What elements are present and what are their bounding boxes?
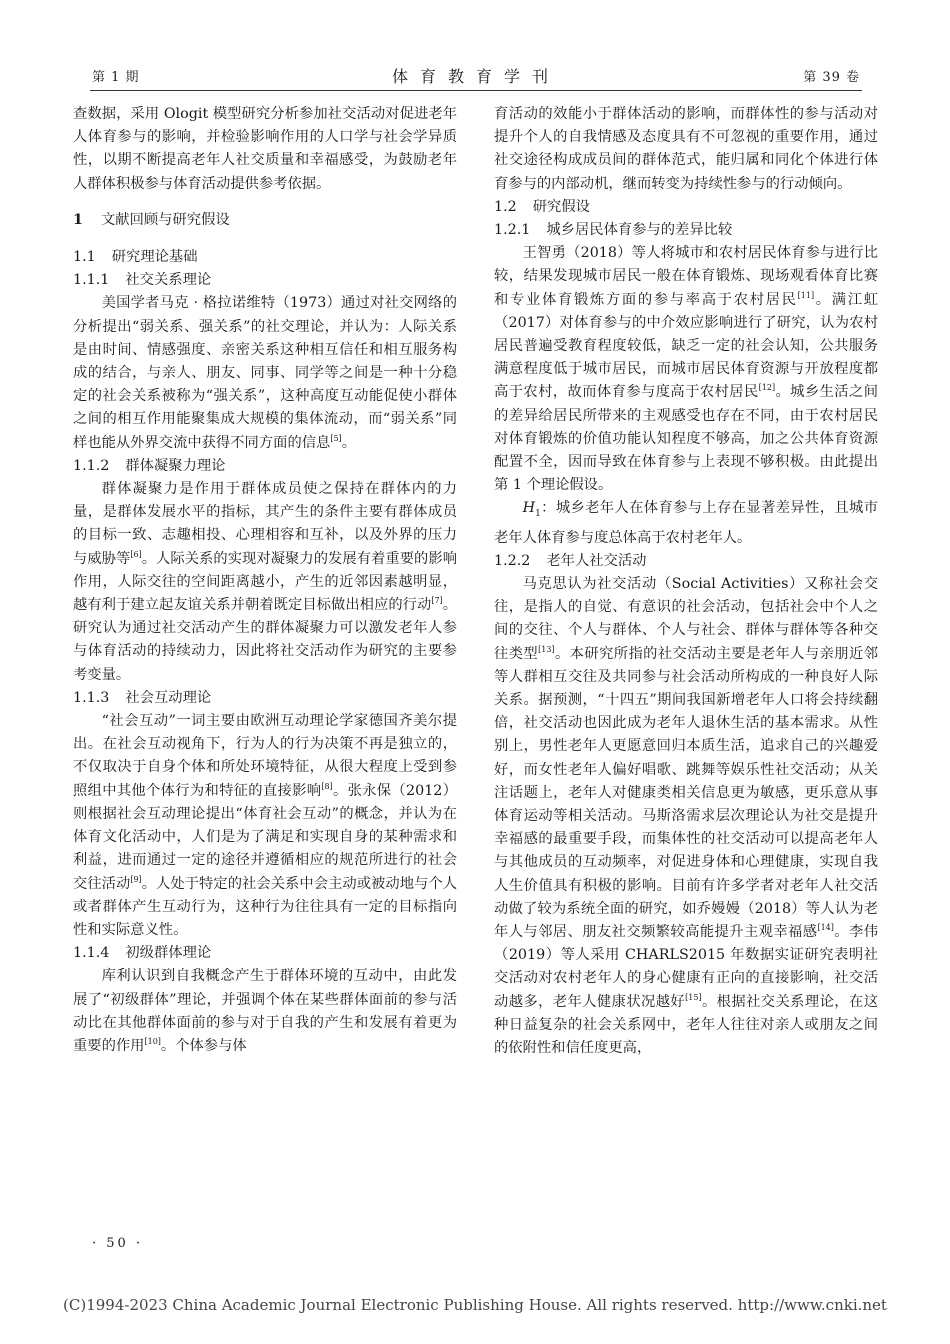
section-1-1-4-number: 1.1.4 (73, 945, 110, 962)
running-header (90, 64, 862, 91)
intro-paragraph: 查数据，采用 Ologit 模型研究分析参加社交活动对促进老年人体育参与的影响，并检验影响作用的人口学与社会学异质性，以期不断提高老年人社交质量和幸福感受，为鼓励老年人群体积极参与体育活动提供参考依据。 (73, 106, 457, 192)
citation: [12] (758, 383, 776, 393)
hypothesis-label: H (522, 500, 536, 517)
citation: [8] (321, 781, 333, 791)
section-1-1-1-title: 社交关系理论 (125, 272, 212, 289)
section-1-title: 文献回顾与研究假设 (101, 211, 230, 228)
section-1-2-1-heading (494, 219, 878, 242)
section-1-1-2-heading (73, 455, 457, 478)
citation: [7] (431, 596, 443, 606)
paragraph-primary-group: 库利认识到自我概念产生于群体环境的互动中，由此发展了“初级群体”理论，并强调个体在某些群体面前的参与活动比在其他群体面前的参与对于自我的产生和发展有着更为重要的作用[10]。个体参与体 (73, 968, 457, 1054)
section-1-2-1-number: 1.2.1 (494, 222, 531, 239)
section-1-2-2-title: 老年人社交活动 (546, 552, 647, 569)
section-1-1-3-number: 1.1.3 (73, 689, 110, 706)
citation: [5] (330, 433, 342, 443)
hypothesis-1: $H_1$：城乡老年人在体育参与上存在显著差异性，且城市老年人体育参与度总体高于农村老年人。 (494, 500, 878, 546)
section-1-1-2-number: 1.1.2 (73, 457, 110, 474)
paragraph-social-interaction: “社会互动”一词主要由欧洲互动理论学家德国齐美尔提出。在社会互动视角下，行为人的行为决策不再是独立的，不仅取决于自身个体和所处环境特征，从很大程度上受到参照组中其他个体行为和特征的直接影响[8]。张永保（2012）则根据社会互动理论提出“体育社会互动”的概念，并认为在体育文化活动中，人们是为了满足和实现自身的某种需求和利益，进而通过一定的途径并遵循相应的规范所进行的社会交往活动[9]。人处于特定的社会关系中会主动或被动地与个人或者群体产生互动行为，这种行为往往具有一定的目标指向性和实际意义性。 (73, 713, 458, 938)
citation: [13] (538, 644, 555, 654)
section-1-1-number: 1.1 (73, 249, 96, 266)
section-1-1-3-heading (73, 687, 457, 710)
paragraph-urban-rural: 王智勇（2018）等人将城市和农村居民体育参与进行比较，结果发现城市居民一般在体育锻炼、现场观看体育比赛和专业体育锻炼方面的参与率高于农村居民[11]。满江虹（2017）对体育参与的中介效应影响进行了研究，认为农村居民普遍受教育程度较低，缺乏一定的社会认知，公共服务满意程度低于城市居民，而城市居民体育资源与开放程度都高于农村，故而体育参与度高于农村居民[12]。城乡生活之间的差异给居民所带来的主观感受也存在不同，由于农村居民对体育锻炼的价值功能认知程度不够高，加之公共体育资源配置不全，因而导致在体育参与上表现不够积极。由此提出第 1 个理论假设。 (494, 245, 879, 494)
section-1-heading (73, 209, 457, 232)
citation: [6] (130, 549, 142, 559)
continued-paragraph: 育活动的效能小于群体活动的影响，而群体性的参与活动对提升个人的自我情感及态度具有不可忽视的重要作用，通过社交途径构成成员间的群体范式，能归属和同化个体进行体育参与的内部动机，继而转变为持续性参与的行动倾向。 (494, 106, 878, 192)
hypothesis-subscript: 1 (535, 509, 541, 520)
section-1-1-heading (73, 246, 457, 269)
section-1-2-heading (494, 196, 878, 219)
citation: [10] (144, 1037, 161, 1047)
citation: [14] (817, 923, 834, 933)
section-1-1-3-title: 社会互动理论 (125, 689, 212, 706)
section-1-1-title: 研究理论基础 (111, 249, 198, 266)
left-column (73, 103, 457, 1058)
section-1-1-4-title: 初级群体理论 (125, 945, 212, 962)
section-1-1-1-heading (73, 269, 457, 292)
copyright-footer: (C)1994-2023 China Academic Journal Electronic Publishing House. All rights reserved. http://www.cnki.net (63, 1296, 887, 1314)
section-1-2-1-title: 城乡居民体育参与的差异比较 (546, 222, 733, 239)
section-1-2-2-heading (494, 550, 878, 573)
section-1-1-1-number: 1.1.1 (73, 272, 110, 289)
citation: [15] (685, 992, 702, 1002)
page-number: · 50 · (92, 1236, 144, 1251)
section-1-1-4-heading (73, 942, 457, 965)
citation: [9] (130, 874, 142, 884)
citation: [11] (797, 290, 815, 300)
journal-title: 体育教育学刊 (391, 67, 560, 86)
volume-number: 第 39 卷 (803, 70, 860, 85)
paragraph-elderly-social-activities: 马克思认为社交活动（Social Activities）又称社会交往，是指人的自觉、有意识的社会活动，包括社会中个人之间的交往、个人与群体、个人与社会、群体与群体等各种交往类型[13]。本研究所指的社交活动主要是老年人与亲朋近邻等人群相互交往及共同参与社会活动所构成的一种良好人际关系。据预测，“十四五”期间我国新增老年人口将会持续翻倍，社交活动也因此成为老年人退休生活的基本需求。从性别上，男性老年人更愿意回归本质生活，追求自己的兴趣爱好，而女性老年人偏好唱歌、跳舞等娱乐性社交活动；从关注话题上，老年人对健康类相关信息更为敏感，更乐意从事体育运动等相关活动。马斯洛需求层次理论认为社交是提升幸福感的最重要手段，而集体性的社交活动可以提高老年人与其他成员的互动频率，对促进身体和心理健康，实现自我人生价值具有积极的影响。目前有许多学者对老年人社交活动做了较为系统全面的研究，如乔嫚嫚（2018）等人认为老年人与邻居、朋友社交频繁较高能提升主观幸福感[14]。李伟（2019）等人采用 CHARLS2015 年数据实证研究表明社交活动对农村老年人的身心健康有正向的直接影响，社交活动越多，老年人健康状况越好[15]。根据社交关系理论，在这种日益复杂的社会关系网中，老年人往往对亲人或朋友之间的依附性和信任度更高， (494, 575, 878, 1056)
section-1-2-number: 1.2 (494, 198, 517, 215)
issue-number: 第 1 期 (92, 70, 140, 85)
right-column (494, 103, 878, 1060)
section-1-2-2-number: 1.2.2 (494, 552, 531, 569)
section-1-number: 1 (73, 211, 83, 228)
section-1-1-2-title: 群体凝聚力理论 (125, 457, 226, 474)
paragraph-social-relations: 美国学者马克 · 格拉诺维特（1973）通过对社交网络的分析提出“弱关系、强关系”的社交理论，并认为：人际关系是由时间、情感强度、亲密关系这种相互信任和相互服务构成的结合，与亲人、朋友、同事、同学等之间是一种十分稳定的社会关系被称为“强关系”，这种高度互动能促使小群体之间的相互作用能聚集成大规模的集体流动，而“弱关系”同样也能从外界交流中获得不同方面的信息[5]。 (73, 295, 457, 451)
section-1-2-title: 研究假设 (532, 198, 590, 215)
paragraph-cohesion: 群体凝聚力是作用于群体成员使之保持在群体内的力量，是群体发展水平的指标，其产生的条件主要有群体成员的目标一致、志趣相投、心理相容和互补，以及外界的压力与威胁等[6]。人际关系的实现对凝聚力的发展有着重要的影响作用，人际交往的空间距离越小，产生的近邻因素越明显，越有利于建立起友谊关系并朝着既定目标做出相应的行动[7]。研究认为通过社交活动产生的群体凝聚力可以激发老年人参与体育活动的持续动力，因此将社交活动作为研究的主要参考变量。 (73, 481, 458, 683)
